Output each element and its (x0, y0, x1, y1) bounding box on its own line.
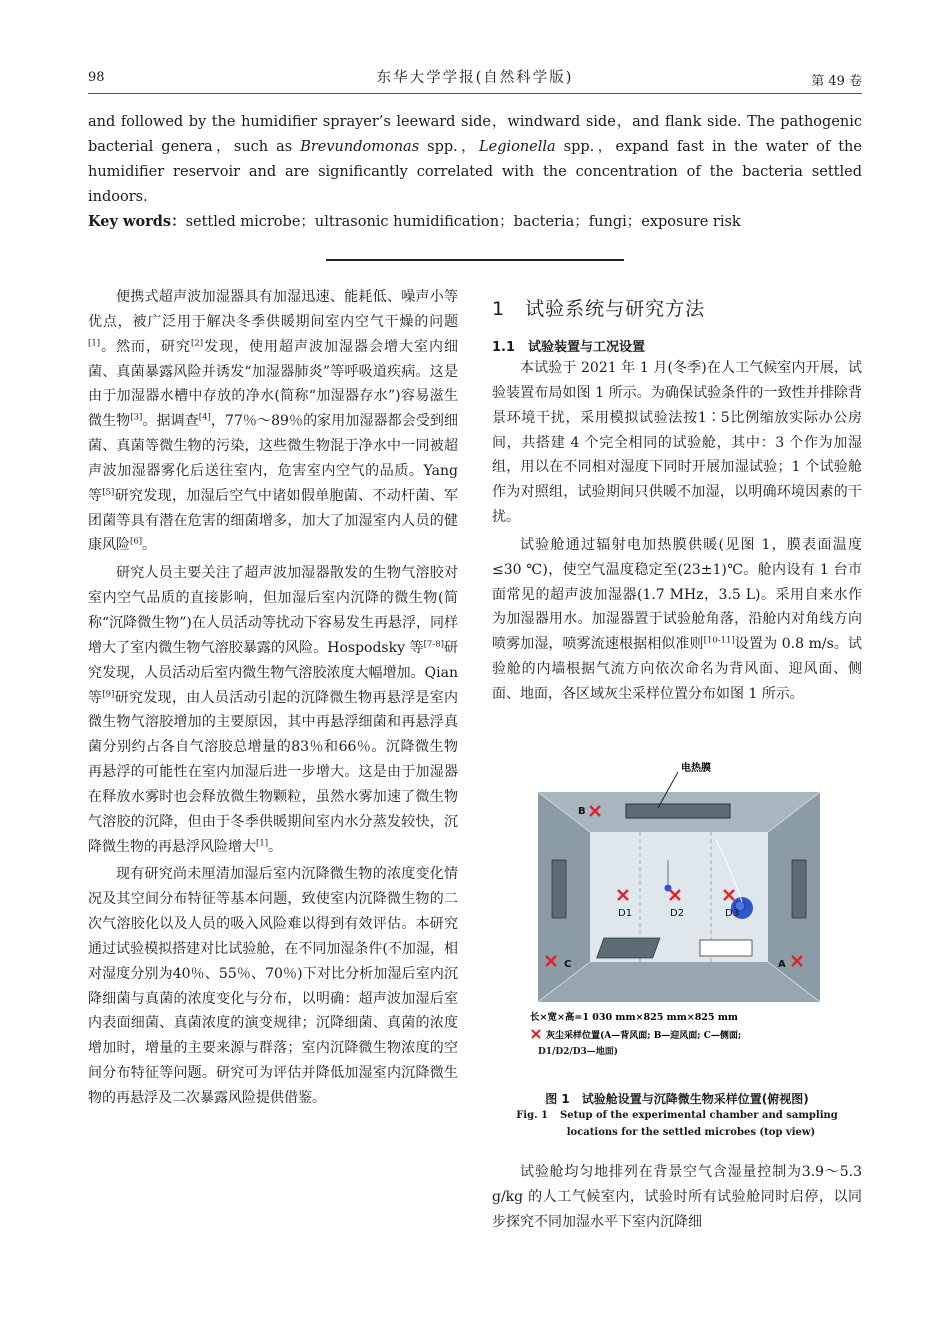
method-paragraph-3: 试验舱均匀地排列在背景空气含湿量控制为3.9～5.3 g/kg 的人工气候室内，试验时所有试验舱同时启停，以同步探究不同加湿水平下室内沉降细 (492, 1164, 862, 1230)
method-paragraph-2: 试验舱通过辐射电加热膜供暖(见图 1，膜表面温度≤30 ℃)，使空气温度稳定至(23±1)℃。舱内设有 1 台市面常见的超声波加湿器(1.7 MHz，3.5 L)。采用自来水作为加湿器用水。加湿器置于试验舱角落，沿舱内对角线方向喷雾加湿，喷雾流速根据相似准则[10-11]设置为 0.8 m/s。试验舱的内墙根据气流方向依次命名为背风面、迎风面、侧面、地面，各区域灰尘采样位置分布如图 1 所示。 (492, 536, 862, 702)
genus-legionella: Legionella (478, 139, 556, 155)
heating-film-label: 电热膜 (681, 763, 711, 774)
label-D1: D1 (618, 908, 633, 919)
label-D2: D2 (670, 908, 685, 919)
method-paragraph-1: 本试验于 2021 年 1 月(冬季)在人工气候室内开展，试验装置布局如图 1 所示。为确保试验条件的一致性并排除背景环境干扰，采用模拟试验法按1∶5比例缩放实际办公房间，共搭建 4 个完全相同的试验舱，其中：3 个作为加湿组，用以在不同相对湿度下同时开展加湿试验；1 个试验舱作为对照组，试验期间只供暖不加湿，以明确环境因素的干扰。 (492, 360, 862, 526)
right-heating-panel (792, 860, 806, 918)
journal-title: 东华大学学报(自然科学版) (376, 70, 574, 86)
keywords: Key words：settled microbe；ultrasonic humidification；bacteria；fungi；exposure risk (88, 213, 741, 230)
subsection-heading: 1.1 试验装置与工况设置 (492, 340, 646, 355)
page-number: 98 (88, 70, 105, 85)
keywords-label: Key words： (88, 213, 186, 230)
label-C: C (564, 959, 572, 970)
figure-1-chamber-diagram (528, 762, 828, 1042)
dimensions-label: 长×宽×高=1 030 mm×825 mm×825 mm (530, 1012, 738, 1023)
right-column (492, 356, 862, 707)
abstract-text: and followed by the humidifier sprayer’s leeward side，windward side，and flank side. The pathogenic bacterial genera，such as Brevundomonas spp.，Legionella spp.，expand fast in the water of the humidifier reservoir and are significantly correlated with the concentration of the bacteria settled indoors. (88, 114, 862, 205)
label-A: A (778, 959, 786, 970)
figure-caption-cn: 图 1 试验舱设置与沉降微生物采样位置(俯视图) (545, 1092, 809, 1106)
label-D3: D3 (725, 908, 740, 919)
section-separator (326, 259, 624, 261)
figure-caption-en: Fig. 1 Setup of the experimental chamber and sampling locations for the settled microbes (top view) (516, 1110, 838, 1138)
heating-film-panel (626, 804, 730, 818)
intro-paragraph-2: 研究人员主要关注了超声波加湿器散发的生物气溶胶对室内空气品质的直接影响，但加湿后室内沉降的微生物(简称“沉降微生物”)在人员活动等扰动下容易发生再悬浮，同样增大了室内微生物气溶胶暴露的风险。Hospodsky 等[7-8]研究发现，人员活动后室内微生物气溶胶浓度大幅增加。Qian 等[9]研究发现，由人员活动引起的沉降微生物再悬浮是室内微生物气溶胶增加的主要原因，其中再悬浮细菌和再悬浮真菌分别约占各自气溶胶总增量的83％和66％。沉降微生物再悬浮的可能性在室内加湿后进一步增大。这是由于加湿器在释放水雾时也会释放微生物颗粒，虽然水雾加速了微生物气溶胶的沉降，但由于冬季供暖期间室内水分蒸发较快，沉降微生物的再悬浮风险增大[1]。 (88, 565, 459, 855)
volume-label: 第 49 卷 (811, 74, 862, 89)
label-B: B (578, 806, 586, 817)
floor-panel-right (700, 940, 752, 956)
genus-brevundomonas: Brevundomonas (300, 139, 420, 155)
left-column (88, 285, 458, 1111)
left-heating-panel (552, 860, 566, 918)
intro-paragraph-1: 便携式超声波加湿器具有加湿迅速、能耗低、噪声小等优点，被广泛用于解决冬季供暖期间室内空气干燥的问题[1]。然而，研究[2]发现，使用超声波加湿器会增大室内细菌、真菌暴露风险并诱发“加湿器肺炎”等呼吸道疾病。这是由于加湿器水槽中存放的净水(简称“加湿器存水”)容易滋生微生物[3]。据调查[4]，77％～89％的家用加湿器都会受到细菌、真菌等微生物的污染，这些微生物混于净水中一同被超声波加湿器雾化后送往室内，危害室内空气的品质。Yang 等[5]研究发现，加湿后空气中诸如假单胞菌、不动杆菌、军团菌等具有潜在危害的细菌增多，加大了加湿室内人员的健康风险[6]。 (88, 289, 459, 554)
legend-line-1: 灰尘采样位置(A—背风面; B—迎风面; C—侧面; (546, 1031, 742, 1041)
header-rule (88, 93, 862, 94)
right-column-continued (492, 1160, 862, 1235)
legend-marker (532, 1030, 540, 1038)
section-heading: 1 试验系统与研究方法 (492, 298, 706, 320)
intro-paragraph-3: 现有研究尚未厘清加湿后室内沉降微生物的浓度变化情况及其空间分布特征等基本问题，致使室内沉降微生物的二次气溶胶化以及人员的吸入风险难以得到有效评估。本研究通过试验模拟搭建对比试验舱，在不同加湿条件(不加湿，相对湿度分别为40％、55％、70％)下对比分析加湿后室内沉降细菌与真菌的浓度变化与分布，以明确：超声波加湿后室内表面细菌、真菌浓度的演变规律；沉降细菌、真菌的浓度增加时，增量的主要来源与群落；室内沉降微生物浓度的空间分布特征等问题。研究可为评估并降低加湿室内沉降微生物的再悬浮及二次暴露风险提供借鉴。 (88, 866, 458, 1106)
floor-panel-left (597, 938, 660, 958)
legend-line-2: D1/D2/D3—地面) (538, 1047, 619, 1057)
